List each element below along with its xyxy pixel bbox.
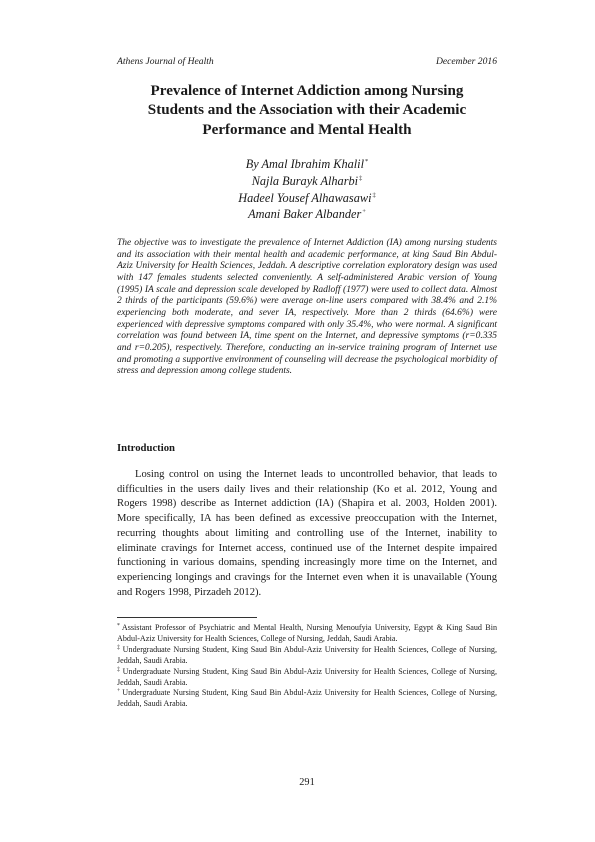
author-mark: ‡ [359,174,363,182]
footnote [117,623,497,645]
author [117,190,497,207]
title-line: Students and the Association with their Academic [147,102,467,119]
running-header [117,56,497,70]
footnote [117,645,497,667]
section-paragraph: Losing control on using the Internet leads to uncontrolled behavior, that leads to difficulties in the users daily lives and their relationship (Ko et al. 2012, Young and Rogers 1998) describe as Internet addiction (IA) (Shapira et al. 2003, Holden 2001). More specifically, IA has been defined as excessive preoccupation with the Internet, recurring thoughts about limiting and controlling use of the Internet, inability to eliminate cravings for Internet access, continued use of the Internet despite impaired functioning in various domains, spending increasingly more time on the Internet, and experiencing longings and cravings for the Internet even when it is unavailable (Young and Rogers 1998, Pirzadeh 2012). [117,469,497,598]
author-mark: * [365,158,369,165]
footnote-mark: + [117,688,121,695]
author-mark: ‡ [372,191,376,199]
footnote-text: Assistant Professor of Psychiatric and Mental Health, Nursing Menoufyia University, Egypt & King Saud Bin Abdul-Aziz University for Health Sciences, College of Nursing, Jeddah, Saudi Arabia. [117,623,497,643]
paper-title [117,82,497,140]
footnote [117,667,497,689]
footnote-mark: ‡ [117,666,121,673]
footnote-text: Undergraduate Nursing Student, King Saud Bin Abdul-Aziz University for Health Sciences, College of Nursing, Jeddah, Saudi Arabia. [117,644,498,665]
journal-name: Athens Journal of Health [117,56,214,67]
author-name: By Amal Ibrahim Khalil [245,157,365,171]
page-number: 291 [299,777,315,788]
author [117,173,497,190]
issue-date: December 2016 [435,56,497,67]
author-name: Najla Burayk Alharbi [251,173,359,188]
section-heading: Introduction [117,442,176,454]
footnotes [117,623,497,710]
footnote-mark: ‡ [117,644,121,651]
footnote-divider [117,617,257,618]
title-line: Prevalence of Internet Addiction among Nursing [150,83,464,99]
abstract: The objective was to investigate the prevalence of Internet Addiction (IA) among nursing students and its association with their mental health and academic performance, at king Saud Bin Abdul-Aziz University for Health Sciences, Jeddah. A descriptive correlation exploratory design was used with 147 females students selected conveniently. A self-administered Arabic version of Young (1995) IA scale and depression scale developed by Radloff (1977) were used to collect data. Almost 2 thirds of the participants (59.6%) were average on-line users compared with 38.4% and 2.1% experiencing both moderate, and sever IA, respectively. More than 2 thirds (64.6%) were experienced with depressive symptoms compared with only 35.4%, who were normal. A significant correlation was found between IA, time spent on the Internet, and depressive symptoms (r=0.335 and r=0.205), respectively. Therefore, conducting an in-service training program of Internet use and promoting a supportive environment of counseling will decrease the psychological morbidity of stress and depression among college students. [117,238,497,377]
author [117,206,497,223]
author-list [117,156,497,223]
footnote-text: Undergraduate Nursing Student, King Saud Bin Abdul-Aziz University for Health Sciences, College of Nursing, Jeddah, Saudi Arabia. [117,688,497,709]
author-name: Hadeel Yousef Alhawasawi [238,190,372,205]
title-line: Performance and Mental Health [202,121,412,138]
footnote-mark: * [117,623,120,629]
author-mark: + [362,208,366,216]
footnote-text: Undergraduate Nursing Student, King Saud Bin Abdul-Aziz University for Health Sciences, College of Nursing, Jeddah, Saudi Arabia. [117,666,498,687]
author-name: Amani Baker Albander [248,207,362,222]
author [117,156,497,173]
footnote [117,688,497,710]
